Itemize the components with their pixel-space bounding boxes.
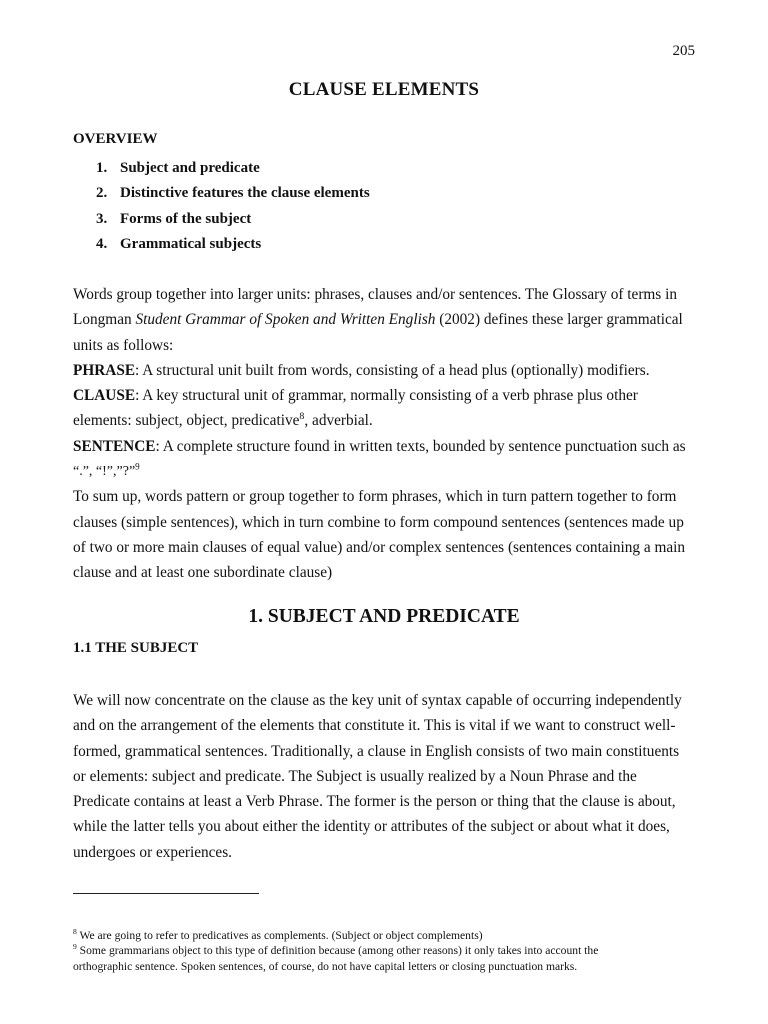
definition-clause — [73, 383, 698, 408]
overview-heading: OVERVIEW — [73, 131, 158, 147]
page-title: CLAUSE ELEMENTS — [288, 79, 480, 100]
body-text: Longman — [73, 311, 136, 329]
overview-item-number: 4. — [96, 235, 108, 252]
footnote-text: Some grammarians object to this type of definition because (among other reasons) it only takes into account the — [79, 944, 599, 958]
overview-item-label: Forms of the subject — [120, 210, 252, 227]
footnotes — [73, 928, 713, 974]
body-line: and on the arrangement of the elements that constitute it. This is vital if we want to construct well- — [73, 717, 676, 735]
definition-text: : A key structural unit of grammar, normally consisting of a verb phrase plus other — [135, 387, 638, 405]
subject-paragraph — [73, 688, 698, 865]
overview-item-number: 3. — [96, 210, 108, 227]
body-line: We will now concentrate on the clause as the key unit of syntax capable of occurring independently — [73, 692, 682, 709]
footnote-mark: 9 — [73, 942, 77, 952]
body-line: Predicate contains at least a Verb Phrase. The former is the person or thing that the clause is about, — [73, 793, 676, 811]
punctuation-examples: “.”, “!”,”?” — [73, 464, 136, 480]
overview-item-number: 2. — [96, 185, 108, 202]
body-line — [73, 307, 698, 332]
section-heading: 1. SUBJECT AND PREDICATE — [248, 606, 520, 627]
footnote-ref: 8 — [299, 411, 305, 423]
overview-item — [96, 207, 370, 232]
definition-text: : A structural unit built from words, consisting of a head plus (optionally) modifiers. — [135, 361, 650, 379]
body-line: clauses (simple sentences), which in turn combine to form compound sentences (sentences made up — [73, 513, 684, 531]
definition-text: , adverbial. — [304, 412, 373, 430]
definition-text: elements: subject, object, predicative — [73, 412, 300, 430]
body-line: formed, grammatical sentences. Traditionally, a clause in English consists of two main constituents — [73, 742, 680, 760]
page-number: 205 — [672, 43, 695, 59]
term-phrase: PHRASE — [73, 361, 136, 379]
overview-item-number: 1. — [96, 160, 108, 176]
body-line: while the latter tells you about either the identity or attributes of the subject or about what it does, — [73, 818, 670, 836]
body-line: To sum up, words pattern or group together to form phrases, which in turn pattern together to form — [73, 488, 677, 506]
footnote — [73, 943, 713, 958]
body-line — [73, 408, 698, 433]
definition-sentence — [73, 434, 698, 459]
body-line: undergoes or experiences. — [73, 843, 232, 861]
term-clause: CLAUSE — [73, 387, 136, 405]
footnote-divider — [73, 893, 259, 894]
body-line — [73, 459, 698, 484]
footnote-ref: 9 — [135, 461, 140, 472]
body-line: clause and at least one subordinate clause) — [73, 564, 333, 582]
overview-item — [96, 181, 370, 206]
overview-item-label: Distinctive features the clause elements — [120, 185, 370, 202]
intro-paragraph — [73, 282, 698, 586]
body-line: units as follows: — [73, 336, 174, 354]
footnote — [73, 928, 713, 943]
footnote-text: We are going to refer to predicatives as complements. (Subject or object complements) — [79, 929, 483, 942]
body-line: of two or more main clauses of equal value) and/or complex sentences (sentences containing a main — [73, 538, 686, 556]
overview-item-label: Grammatical subjects — [120, 235, 262, 252]
term-sentence: SENTENCE — [73, 437, 156, 455]
book-title: Student Grammar of Spoken and Written English — [135, 311, 436, 329]
overview-list — [96, 156, 370, 257]
footnote-mark: 8 — [73, 927, 77, 937]
body-line: Words group together into larger units: phrases, clauses and/or sentences. The Glossary of terms in — [73, 286, 677, 303]
overview-item-label: Subject and predicate — [120, 160, 260, 176]
definition-text: : A complete structure found in written texts, bounded by sentence punctuation such as — [155, 437, 686, 455]
footnote-continuation: orthographic sentence. Spoken sentences, of course, do not have capital letters or closing punctuation marks. — [73, 959, 578, 973]
body-text: (2002) defines these larger grammatical — [435, 311, 683, 329]
overview-item — [96, 156, 370, 181]
definition-phrase — [73, 358, 698, 383]
overview-item — [96, 232, 370, 257]
body-line: or elements: subject and predicate. The Subject is usually realized by a Noun Phrase and the — [73, 767, 637, 785]
subsection-heading: 1.1 THE SUBJECT — [73, 640, 199, 656]
